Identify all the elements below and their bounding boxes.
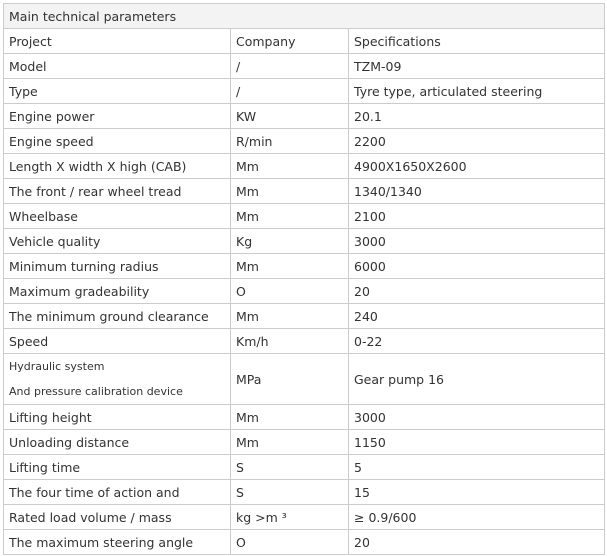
table-row: [4, 229, 605, 254]
header-row: [4, 29, 605, 54]
cell-spec: 6000: [349, 254, 605, 279]
cell-project: Maximum gradeability: [4, 279, 231, 304]
header-company: Company: [231, 29, 349, 54]
table-row: [4, 254, 605, 279]
cell-project: Rated load volume / mass: [4, 505, 231, 530]
cell-company: /: [231, 79, 349, 104]
table-row: [4, 455, 605, 480]
cell-spec: Tyre type, articulated steering: [349, 79, 605, 104]
title-row: [4, 4, 605, 29]
cell-project-line1: Hydraulic system: [9, 360, 105, 373]
cell-project: Engine power: [4, 104, 231, 129]
cell-project: Minimum turning radius: [4, 254, 231, 279]
cell-project: [4, 354, 231, 405]
cell-company: Mm: [231, 254, 349, 279]
table-row: [4, 505, 605, 530]
cell-spec: 240: [349, 304, 605, 329]
cell-company: Kg: [231, 229, 349, 254]
cell-project: Type: [4, 79, 231, 104]
table-row: [4, 104, 605, 129]
cell-company: Mm: [231, 304, 349, 329]
cell-project: Vehicle quality: [4, 229, 231, 254]
cell-project: Wheelbase: [4, 204, 231, 229]
cell-company: R/min: [231, 129, 349, 154]
cell-project: The four time of action and: [4, 480, 231, 505]
header-project: Project: [4, 29, 231, 54]
table-row: [4, 329, 605, 354]
cell-company: kg >m ³: [231, 505, 349, 530]
cell-company: O: [231, 279, 349, 304]
cell-project: Unloading distance: [4, 430, 231, 455]
table-row: [4, 54, 605, 79]
table-row: [4, 354, 605, 405]
cell-company: Mm: [231, 179, 349, 204]
cell-spec: 2100: [349, 204, 605, 229]
table-title: Main technical parameters: [4, 4, 605, 29]
cell-project: Lifting height: [4, 405, 231, 430]
cell-spec: ≥ 0.9/600: [349, 505, 605, 530]
cell-project: Lifting time: [4, 455, 231, 480]
cell-spec: 2200: [349, 129, 605, 154]
cell-company: Mm: [231, 154, 349, 179]
cell-company: MPa: [231, 354, 349, 405]
cell-spec: 15: [349, 480, 605, 505]
table-row: [4, 430, 605, 455]
header-specifications: Specifications: [349, 29, 605, 54]
table-row: [4, 405, 605, 430]
cell-project-line2: And pressure calibration device: [9, 385, 183, 398]
cell-spec: 0-22: [349, 329, 605, 354]
table-row: [4, 480, 605, 505]
cell-company: /: [231, 54, 349, 79]
cell-spec: 4900X1650X2600: [349, 154, 605, 179]
cell-project: The maximum steering angle: [4, 530, 231, 555]
cell-spec: 20: [349, 279, 605, 304]
cell-project: Length X width X high (CAB): [4, 154, 231, 179]
table-row: [4, 304, 605, 329]
cell-project: Speed: [4, 329, 231, 354]
table-row: [4, 79, 605, 104]
table-row: [4, 129, 605, 154]
cell-spec: 3000: [349, 229, 605, 254]
table-row: [4, 179, 605, 204]
cell-company: KW: [231, 104, 349, 129]
cell-spec: 20.1: [349, 104, 605, 129]
cell-spec: 3000: [349, 405, 605, 430]
cell-project: The front / rear wheel tread: [4, 179, 231, 204]
table-row: [4, 530, 605, 555]
cell-project: Model: [4, 54, 231, 79]
table-row: [4, 204, 605, 229]
cell-spec: 20: [349, 530, 605, 555]
cell-company: S: [231, 455, 349, 480]
cell-spec: 5: [349, 455, 605, 480]
cell-spec: TZM-09: [349, 54, 605, 79]
cell-company: Mm: [231, 430, 349, 455]
cell-company: Km/h: [231, 329, 349, 354]
cell-spec: 1150: [349, 430, 605, 455]
cell-company: O: [231, 530, 349, 555]
cell-company: Mm: [231, 204, 349, 229]
table-row: [4, 279, 605, 304]
table-row: [4, 154, 605, 179]
cell-project: Engine speed: [4, 129, 231, 154]
cell-spec: 1340/1340: [349, 179, 605, 204]
cell-spec: Gear pump 16: [349, 354, 605, 405]
cell-company: S: [231, 480, 349, 505]
spec-table: [3, 3, 605, 555]
cell-project: The minimum ground clearance: [4, 304, 231, 329]
cell-company: Mm: [231, 405, 349, 430]
